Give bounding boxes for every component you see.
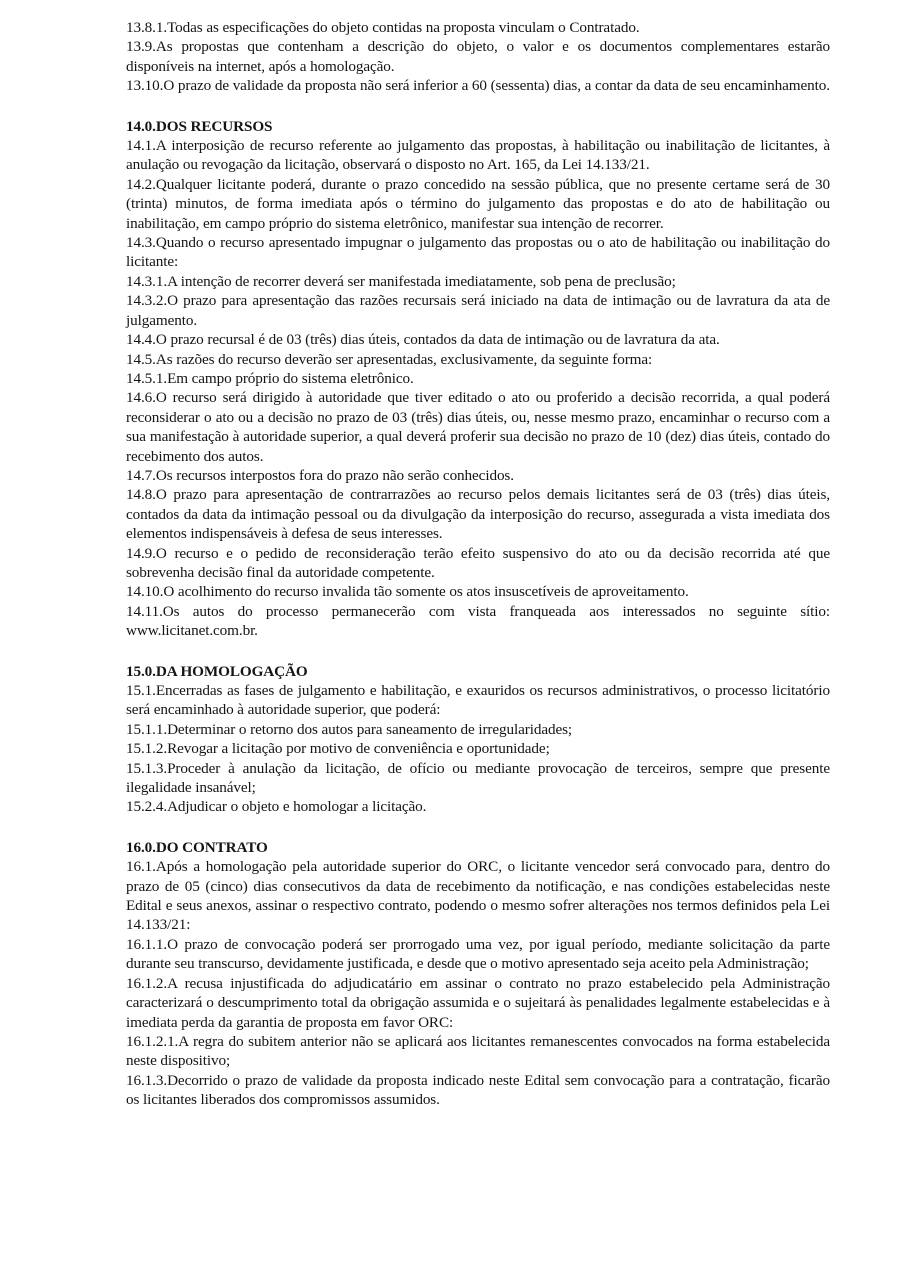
- para-14-11: 14.11.Os autos do processo permanecerão com vista franqueada aos interessados no seguinte sítio: www.licitanet.com.br.: [126, 602, 830, 640]
- para-16-1-1: 16.1.1.O prazo de convocação poderá ser prorrogado uma vez, por igual período, mediante solicitação da parte durante seu transcurso, devidamente justificada, e desde que o motivo apresentado seja aceito pela Administração;: [126, 935, 830, 973]
- para-16-1-3: 16.1.3.Decorrido o prazo de validade da proposta indicado neste Edital sem convocação para a contratação, ficarão os licitantes liberados dos compromissos assumidos.: [126, 1071, 830, 1109]
- section-heading-16-0-do-contrato: 16.0.DO CONTRATO: [126, 838, 268, 856]
- para-15-1-1: 15.1.1.Determinar o retorno dos autos para saneamento de irregularidades;: [126, 720, 573, 738]
- para-14-9: 14.9.O recurso e o pedido de reconsideração terão efeito suspensivo do ato ou da decisão recorrida até que sobrevenha decisão final da autoridade competente.: [126, 544, 830, 581]
- para-14-5: 14.5.As razões do recurso deverão ser apresentadas, exclusivamente, da seguinte forma:: [126, 350, 653, 368]
- para-16-1-2-1: 16.1.2.1.A regra do subitem anterior não se aplicará aos licitantes remanescentes convocados na forma estabelecida neste dispositivo;: [126, 1032, 830, 1070]
- para-16-1: 16.1.Após a homologação pela autoridade superior do ORC, o licitante vencedor será convocado para, dentro do prazo de 05 (cinco) dias consecutivos da data de recebimento da notificação, e nas condições estabelecidas neste Edital e seus anexos, assinar o respectivo contrato, podendo o mesmo sofrer alterações nos termos definidos pela Lei 14.133/21:: [126, 858, 830, 934]
- para-16-1-2: 16.1.2.A recusa injustificada do adjudicatário em assinar o contrato no prazo estabelecido pela Administração caracterizará o descumprimento total da obrigação assumida e o sujeitará às penalidades legalmente estabelecidas e à imediata perda da garantia de proposta em favor ORC:: [126, 974, 830, 1031]
- section-heading-14-0-dos-recursos: 14.0.DOS RECURSOS: [126, 117, 273, 135]
- para-13-10: 13.10.O prazo de validade da proposta não será inferior a 60 (sessenta) dias, a contar da data de seu encaminhamento.: [126, 77, 830, 95]
- para-15-1-2: 15.1.2.Revogar a licitação por motivo de conveniência e oportunidade;: [126, 740, 550, 758]
- para-15-1: 15.1.Encerradas as fases de julgamento e habilitação, e exauridos os recursos administrativos, o processo licitatório será encaminhado à autoridade superior, que poderá:: [126, 682, 830, 719]
- para-14-4: 14.4.O prazo recursal é de 03 (três) dias úteis, contados da data de intimação ou de lavratura da ata.: [126, 331, 720, 349]
- section-heading-15-0-da-homologacao: 15.0.DA HOMOLOGAÇÃO: [126, 662, 308, 680]
- para-14-3: 14.3.Quando o recurso apresentado impugnar o julgamento das propostas ou o ato de habilitação ou inabilitação do licitante:: [126, 234, 830, 271]
- para-14-10: 14.10.O acolhimento do recurso invalida tão somente os atos insuscetíveis de aproveitamento.: [126, 583, 689, 601]
- para-15-1-3: 15.1.3.Proceder à anulação da licitação, de ofício ou mediante provocação de terceiros, sempre que presente ilegalidade insanável;: [126, 759, 830, 797]
- para-14-1: 14.1.A interposição de recurso referente ao julgamento das propostas, à habilitação ou inabilitação de licitantes, à anulação ou revogação da licitação, observará o disposto no Art. 165, da Lei 14.133/21.: [126, 137, 830, 174]
- para-13-8-1: 13.8.1.Todas as especificações do objeto contidas na proposta vinculam o Contratado.: [126, 19, 640, 36]
- para-14-7: 14.7.Os recursos interpostos fora do prazo não serão conhecidos.: [126, 466, 514, 484]
- para-13-9: 13.9.As propostas que contenham a descrição do objeto, o valor e os documentos complementares estarão disponíveis na internet, após a homologação.: [126, 38, 830, 75]
- para-14-5-1: 14.5.1.Em campo próprio do sistema eletrônico.: [126, 369, 414, 387]
- para-14-8: 14.8.O prazo para apresentação de contrarrazões ao recurso pelos demais licitantes será de 03 (três) dias úteis, contados da data da intimação pessoal ou da divulgação da interposição do recurso, assegurada a vista imediata dos elementos indispensáveis à defesa de seus interesses.: [126, 486, 830, 543]
- para-14-2: 14.2.Qualquer licitante poderá, durante o prazo concedido na sessão pública, que no presente certame será de 30 (trinta) minutos, de forma imediata após o término do julgamento das propostas e do ato de habilitação ou inabilitação, em campo próprio do sistema eletrônico, manifestar sua intenção de recorrer.: [126, 175, 830, 232]
- para-15-2-4: 15.2.4.Adjudicar o objeto e homologar a licitação.: [126, 798, 427, 816]
- para-14-3-2: 14.3.2.O prazo para apresentação das razões recursais será iniciado na data de intimação ou de lavratura da ata de julgamento.: [126, 292, 830, 329]
- para-14-6: 14.6.O recurso será dirigido à autoridade que tiver editado o ato ou proferido a decisão recorrida, a qual poderá reconsiderar o ato ou a decisão no prazo de 03 (três) dias úteis, ou, nesse mesmo prazo, encaminhar o recurso com a sua manifestação à autoridade superior, a qual deverá proferir sua decisão no prazo de 10 (dez) dias úteis, contado do recebimento dos autos.: [126, 389, 830, 465]
- para-14-3-1: 14.3.1.A intenção de recorrer deverá ser manifestada imediatamente, sob pena de preclusão;: [126, 272, 676, 290]
